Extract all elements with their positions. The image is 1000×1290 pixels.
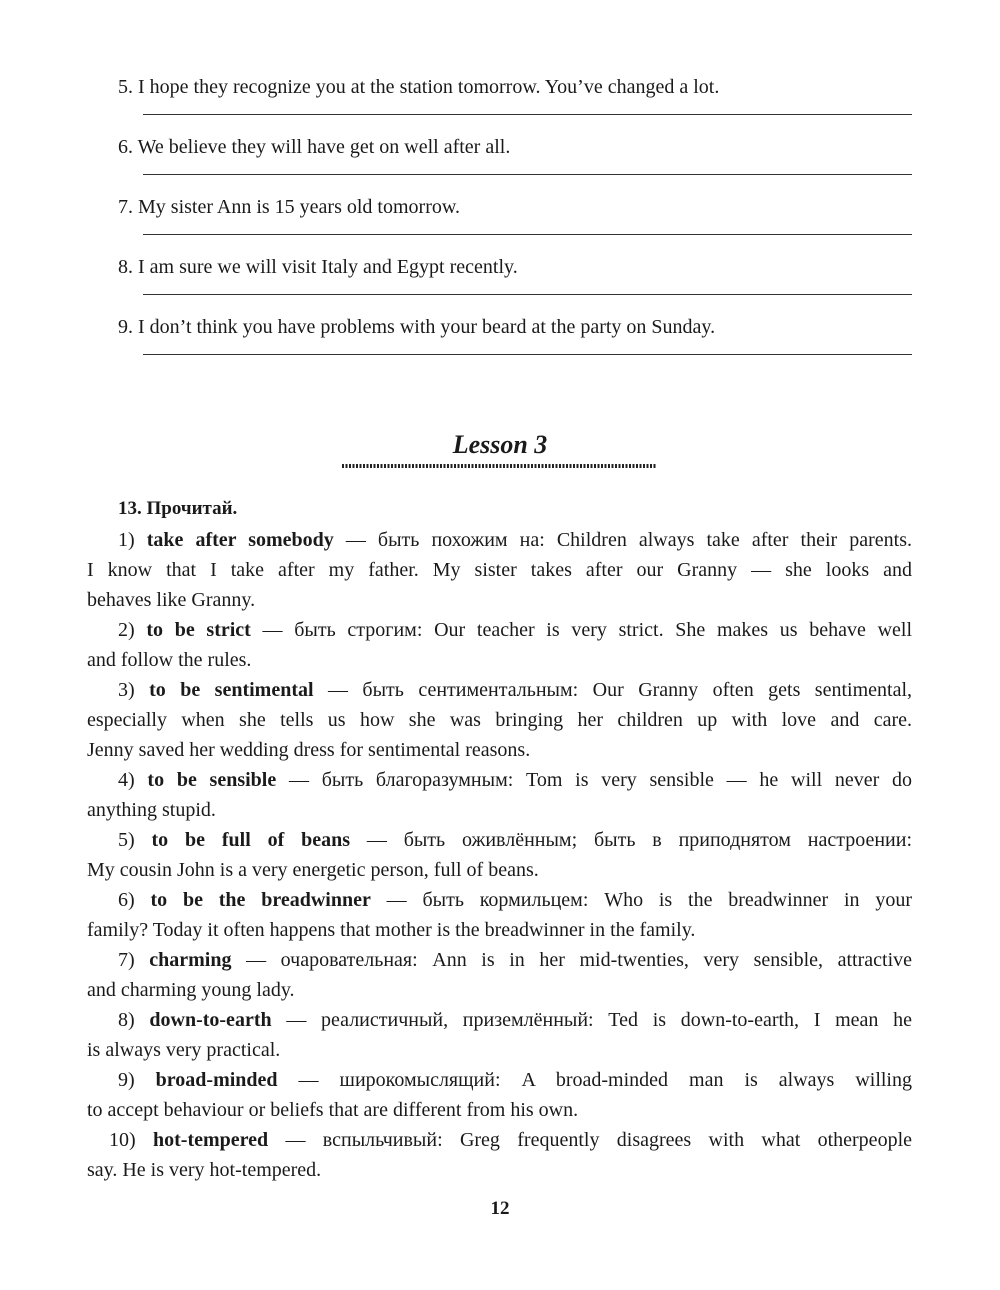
vocabulary-entry <box>87 1065 912 1125</box>
item-number: 6. <box>118 136 133 158</box>
entry-number: 10) <box>109 1129 136 1151</box>
vocabulary-entry <box>87 825 912 885</box>
entry-line: and follow the rules. <box>87 649 252 671</box>
entry-term: to be sensible <box>147 769 277 791</box>
entry-first-line <box>87 1005 912 1035</box>
item-number: 5. <box>118 76 133 98</box>
vocabulary-entry <box>87 1005 912 1065</box>
entry-definition: — быть сентиментальным: Our Granny often gets sentimental, <box>313 679 912 701</box>
entry-term: to be the breadwinner <box>150 889 371 911</box>
exercise-sentence <box>118 136 510 159</box>
entry-definition: — вспыльчивый: Greg frequently disagrees with what otherpeople <box>268 1129 912 1151</box>
lesson-title: Lesson 3 <box>452 430 548 459</box>
entry-first-line <box>87 885 912 915</box>
answer-line[interactable] <box>143 294 912 295</box>
entry-term: to be full of beans <box>151 829 351 851</box>
vocabulary-entry <box>87 945 912 1005</box>
entry-line: I know that I take after my father. My sister takes after our Granny — she looks and <box>87 559 912 581</box>
entry-line: anything stupid. <box>87 799 216 821</box>
entry-first-line <box>87 615 912 645</box>
vocabulary-entry <box>87 525 912 615</box>
entry-line: especially when she tells us how she was bringing her children up with love and care. <box>87 709 912 731</box>
entry-definition: — реалистичный, приземлённый: Ted is down-to-earth, I mean he <box>271 1009 913 1031</box>
answer-line[interactable] <box>143 354 912 355</box>
vocabulary-paragraphs <box>87 525 912 1185</box>
entry-term: to be strict <box>146 619 251 641</box>
entry-number: 5) <box>118 829 135 851</box>
entry-number: 6) <box>118 889 135 911</box>
entry-number: 7) <box>118 949 135 971</box>
item-text: We believe they will have get on well after all. <box>137 136 511 158</box>
item-text: I hope they recognize you at the station tomorrow. You’ve changed a lot. <box>138 76 720 98</box>
entry-number: 4) <box>118 769 135 791</box>
entry-line: is always very practical. <box>87 1039 281 1061</box>
item-text: I am sure we will visit Italy and Egypt recently. <box>138 256 518 278</box>
entry-term: to be sentimental <box>149 679 314 701</box>
item-number: 8. <box>118 256 133 278</box>
item-text: I don’t think you have problems with your beard at the party on Sunday. <box>138 316 716 338</box>
title-dotted-divider <box>342 464 657 468</box>
entry-definition: — быть похожим на: Children always take after their parents. <box>333 529 912 551</box>
entry-term: down-to-earth <box>149 1009 272 1031</box>
vocabulary-entry <box>87 615 912 675</box>
answer-line[interactable] <box>143 234 912 235</box>
exercise-sentence <box>118 76 719 99</box>
entry-definition: — быть оживлённым; быть в приподнятом настроении: <box>350 829 913 851</box>
entry-first-line <box>87 1125 912 1155</box>
item-number: 7. <box>118 196 133 218</box>
entry-number: 2) <box>118 619 135 641</box>
entry-line: to accept behaviour or beliefs that are different from his own. <box>87 1099 579 1121</box>
entry-line: say. He is very hot-tempered. <box>87 1159 322 1181</box>
entry-line: My cousin John is a very energetic person, full of beans. <box>87 859 539 881</box>
entry-line: family? Today it often happens that mother is the breadwinner in the family. <box>87 919 696 941</box>
entry-number: 9) <box>118 1069 135 1091</box>
answer-line[interactable] <box>143 174 912 175</box>
entry-number: 3) <box>118 679 135 701</box>
exercise-sentence <box>118 256 518 279</box>
entry-first-line <box>87 1065 912 1095</box>
page-number: 12 <box>490 1198 510 1219</box>
entry-number: 8) <box>118 1009 135 1031</box>
item-number: 9. <box>118 316 133 338</box>
entry-first-line <box>87 825 912 855</box>
vocabulary-entry <box>87 1125 912 1185</box>
entry-line: behaves like Granny. <box>87 589 256 611</box>
entry-first-line <box>87 765 912 795</box>
exercise-sentence <box>118 196 460 219</box>
entry-term: charming <box>149 949 232 971</box>
entry-term: hot-tempered <box>153 1129 269 1151</box>
entry-definition: — быть благоразумным: Tom is very sensible — he will never do <box>276 769 913 791</box>
answer-line[interactable] <box>143 114 912 115</box>
vocabulary-entry <box>87 765 912 825</box>
entry-first-line <box>87 525 912 555</box>
entry-line: and charming young lady. <box>87 979 295 1001</box>
entry-definition: — очаровательная: Ann is in her mid-twenties, very sensible, attractive <box>231 949 913 971</box>
entry-definition: — быть строгим: Our teacher is very strict. She makes us behave well <box>250 619 912 641</box>
exercise-sentence <box>118 316 715 339</box>
task-title: 13. Прочитай. <box>118 498 238 519</box>
entry-definition: — широкомыслящий: A broad-minded man is always willing <box>277 1069 912 1091</box>
entry-first-line <box>87 945 912 975</box>
entry-first-line <box>87 675 912 705</box>
item-text: My sister Ann is 15 years old tomorrow. <box>138 196 461 218</box>
entry-line: Jenny saved her wedding dress for sentimental reasons. <box>87 739 531 761</box>
vocabulary-entry <box>87 885 912 945</box>
entry-number: 1) <box>118 529 135 551</box>
vocabulary-entry <box>87 675 912 765</box>
entry-term: broad-minded <box>155 1069 278 1091</box>
entry-term: take after somebody <box>146 529 334 551</box>
entry-definition: — быть кормильцем: Who is the breadwinner in your <box>370 889 913 911</box>
